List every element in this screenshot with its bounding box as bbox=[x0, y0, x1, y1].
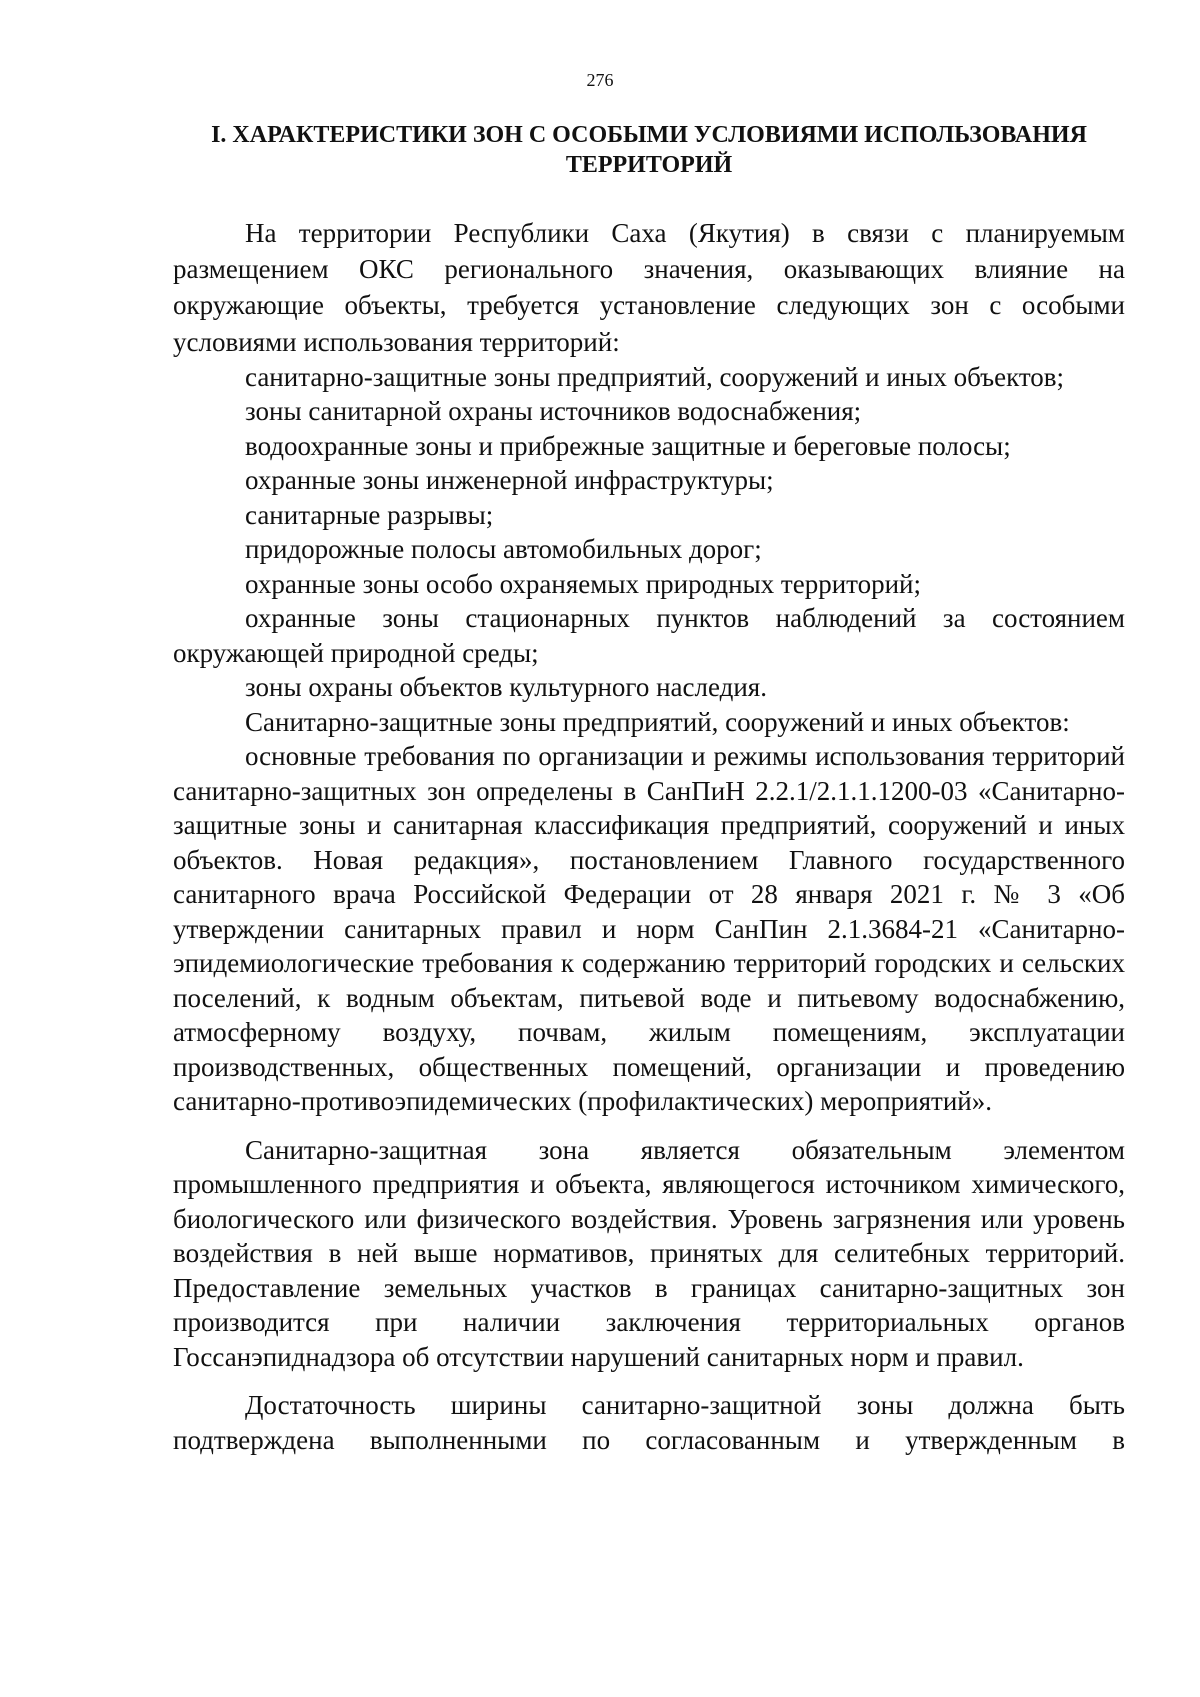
list-item: охранные зоны стационарных пунктов наблюдений за состоянием окружающей природной среды; bbox=[173, 603, 1125, 668]
document-body bbox=[173, 215, 1125, 1457]
list-item: водоохранные зоны и прибрежные защитные и береговые полосы; bbox=[245, 430, 1011, 461]
title-line-1: I. ХАРАКТЕРИСТИКИ ЗОН С ОСОБЫМИ УСЛОВИЯМИ ИСПОЛЬЗОВАНИЯ bbox=[211, 122, 1087, 148]
section-heading: Санитарно-защитные зоны предприятий, сооружений и иных объектов: bbox=[245, 706, 1070, 737]
list-item: зоны санитарной охраны источников водоснабжения; bbox=[245, 396, 862, 427]
zone-paragraph: Санитарно-защитная зона является обязательным элементом промышленного предприятия и объекта, являющегося источником химического, биологического или физического воздействия. Уровень загрязнения или уровень воздействия в ней выше нормативов, принятых для селитебных территорий. Предоставление земельных участков в границах санитарно-защитных зон производится при наличии заключения территориальных органов Госсанэпиднадзора об отсутствии нарушений санитарных норм и правил. bbox=[173, 1134, 1125, 1372]
width-paragraph: Достаточность ширины санитарно-защитной зоны должна быть подтверждена выполненными по согласованным и утвержденным в bbox=[173, 1390, 1125, 1455]
list-item: охранные зоны особо охраняемых природных территорий; bbox=[245, 568, 921, 599]
intro-paragraph: На территории Республики Саха (Якутия) в связи с планируемым размещением ОКС регионального значения, оказывающих влияние на окружающие объекты, требуется установление следующих зон с особыми условиями использования территорий: bbox=[173, 218, 1125, 357]
page-title bbox=[173, 120, 1125, 180]
title-line-2: ТЕРРИТОРИЙ bbox=[565, 152, 733, 178]
list-item: санитарные разрывы; bbox=[245, 499, 494, 530]
list-item: зоны охраны объектов культурного наследия. bbox=[245, 672, 767, 703]
list-item: придорожные полосы автомобильных дорог; bbox=[245, 534, 762, 565]
page-number: 276 bbox=[586, 70, 614, 90]
list-item: санитарно-защитные зоны предприятий, сооружений и иных объектов; bbox=[245, 361, 1065, 392]
list-item: охранные зоны инженерной инфраструктуры; bbox=[245, 465, 774, 496]
requirements-paragraph: основные требования по организации и режимы использования территорий санитарно-защитных зон определены в СанПиН 2.2.1/2.1.1.1200-03 «Санитарно-защитные зоны и санитарная классификация предприятий, сооружений и иных объектов. Новая редакция», постановлением Главного государственного санитарного врача Российской Федерации от 28 января 2021 г. № 3 «Об утверждении санитарных правил и норм СанПин 2.1.3684-21 «Санитарно-эпидемиологические требования к содержанию территорий городских и сельских поселений, к водным объектам, питьевой воде и питьевому водоснабжению, атмосферному воздуху, почвам, жилым помещениям, эксплуатации производственных, общественных помещений, организации и проведению санитарно-противоэпидемических (профилактических) мероприятий». bbox=[173, 741, 1125, 1117]
